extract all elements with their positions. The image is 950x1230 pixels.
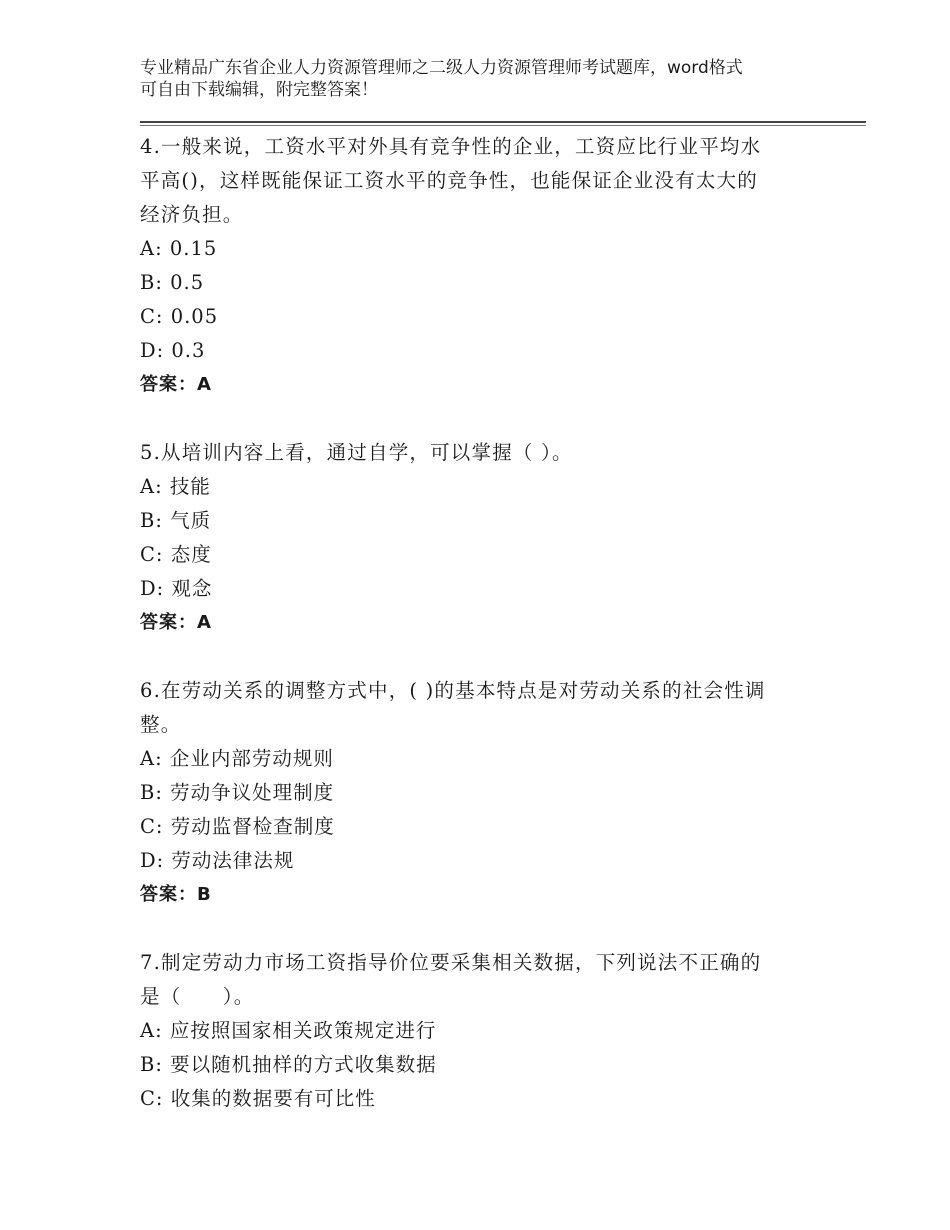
header-divider-thick	[140, 121, 866, 123]
option-d: D: 劳动法律法规	[140, 849, 295, 872]
option-c: C: 态度	[140, 543, 212, 566]
stem-line: 经济负担。	[140, 203, 244, 226]
stem-line: 平高()，这样既能保证工资水平的竞争性，也能保证企业没有太大的	[140, 169, 758, 192]
option-c: C: 劳动监督检查制度	[140, 815, 335, 838]
option-b: B: 气质	[140, 509, 212, 532]
question-spacer	[140, 640, 840, 674]
stem-line: 7.制定劳动力市场工资指导价位要采集相关数据，下列说法不正确的	[140, 951, 762, 974]
question-spacer	[140, 912, 840, 946]
question-stem	[140, 436, 840, 470]
document-header	[140, 57, 820, 101]
option-c: C: 收集的数据要有可比性	[140, 1087, 376, 1110]
option-b: B: 要以随机抽样的方式收集数据	[140, 1053, 437, 1076]
answer: 答案：A	[140, 612, 212, 633]
option-d: D: 观念	[140, 577, 213, 600]
option-d: D: 0.3	[140, 339, 206, 362]
question-list	[140, 130, 840, 1116]
header-line-1: 专业精品广东省企业人力资源管理师之二级人力资源管理师考试题库，word格式	[140, 58, 743, 78]
question-stem	[140, 946, 840, 1014]
question-6	[140, 674, 840, 912]
option-b: B: 劳动争议处理制度	[140, 781, 335, 804]
option-a: A: 0.15	[140, 237, 218, 260]
stem-line: 6.在劳动关系的调整方式中，( )的基本特点是对劳动关系的社会性调	[140, 679, 766, 702]
option-a: A: 企业内部劳动规则	[140, 747, 334, 770]
option-a: A: 应按照国家相关政策规定进行	[140, 1019, 437, 1042]
stem-line: 是（ ）。	[140, 985, 255, 1008]
stem-line: 整。	[140, 713, 182, 736]
stem-line: 5.从培训内容上看，通过自学，可以掌握（ ）。	[140, 441, 573, 464]
header-line-2: 可自由下载编辑，附完整答案！	[140, 80, 378, 100]
question-5	[140, 436, 840, 640]
answer: 答案：B	[140, 884, 212, 905]
option-a: A: 技能	[140, 475, 211, 498]
answer: 答案：A	[140, 374, 212, 395]
question-stem	[140, 674, 840, 742]
question-spacer	[140, 402, 840, 436]
question-stem	[140, 130, 840, 232]
question-4	[140, 130, 840, 402]
option-b: B: 0.5	[140, 271, 205, 294]
question-7	[140, 946, 840, 1116]
stem-line: 4.一般来说，工资水平对外具有竞争性的企业，工资应比行业平均水	[140, 135, 762, 158]
option-c: C: 0.05	[140, 305, 219, 328]
header-divider-thin	[140, 125, 866, 126]
